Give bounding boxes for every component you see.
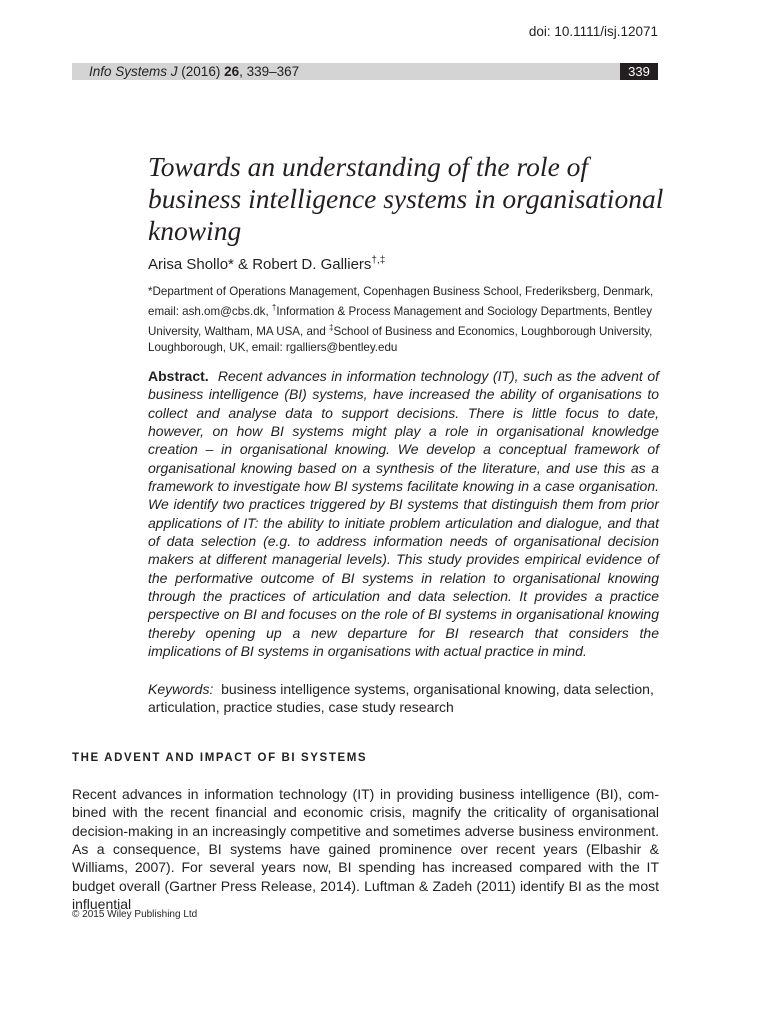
section-heading: THE ADVENT AND IMPACT OF BI SYSTEMS (72, 752, 368, 764)
journal-volume: 26 (224, 64, 240, 79)
page-number: 339 (620, 63, 658, 80)
abstract-label: Abstract. (148, 368, 209, 384)
affiliation-mark-dagger: † (271, 303, 277, 313)
journal-year: (2016) (181, 64, 221, 79)
affiliation-mark-double-dagger: ‡ (329, 323, 334, 333)
author-names: Arisa Shollo* & Robert D. Galliers (148, 256, 372, 273)
affiliation-loughborough: School of Business and Economics, Loughborough University, Loughborough, UK, email: rgalliers@bentley.edu (148, 325, 653, 355)
body-paragraph: Recent advances in information technology (IT) in providing business intelligence (BI), combined with the recent financial and economic crisis, magnify the criticality of organisational decision-making in an increasingly competitive and sometimes adverse business environment. As a consequence, BI systems have gained prominence over recent years (Elbashir & Williams, 2007). For several years now, BI spending has increased compared with the IT budget overall (Gartner Press Release, 2014). Luftman & Zadeh (2011) identify BI as the most influential (72, 786, 659, 913)
journal-name: Info Systems J (89, 64, 178, 79)
journal-citation (89, 63, 299, 80)
article-title: Towards an understanding of the role of business intelligence systems in organisational knowing (148, 151, 664, 246)
journal-pages: , 339–367 (239, 64, 300, 79)
keywords-text: business intelligence systems, organisational knowing, data selection, articulation, practice studies, case study research (148, 681, 654, 715)
author-affiliation-marks: †,‡ (371, 255, 386, 266)
keywords (148, 680, 659, 716)
affiliation-cbs: *Department of Operations Management, Copenhagen Business School, Frederiksberg, Denmark, email: ash.om@cbs.dk, (148, 285, 654, 319)
abstract-text: Recent advances in information technology (IT), such as the advent of business intelligence (BI) systems, have increased the ability of organisations to collect and analyse data to support decisions. There is little focus to date, however, on how BI systems might play a role in organisational knowledge creation – in organisational knowing. We develop a conceptual framework of organisational knowing based on a synthesis of the literature, and use this as a framework to investigate how BI systems facilitate knowing in a case organisation. We identify two practices triggered by BI systems that distinguish them from prior applications of IT: the ability to initiate problem articulation and dialogue, and that of data selection (e.g. to address information needs of organisational decision makers at different managerial levels). This study provides empirical evidence of the performative outcome of BI systems in relation to organisational knowing through the practices of articulation and data selection. It provides a practice perspective on BI and focuses on the role of BI systems in organisational knowing thereby opening up a new departure for BI research that considers the implications of BI systems in organisations with actual practice in mind. (148, 368, 659, 660)
keywords-label: Keywords: (148, 681, 214, 697)
running-header (72, 63, 658, 80)
doi-label: doi: 10.1111/isj.12071 (528, 24, 658, 39)
copyright-notice: © 2015 Wiley Publishing Ltd (72, 909, 198, 920)
abstract (148, 367, 659, 661)
affiliations (148, 284, 658, 357)
affiliation-bentley: Information & Process Management and Sociology Departments, Bentley University, Waltham, MA USA, and (148, 305, 653, 339)
author-list (148, 252, 385, 274)
